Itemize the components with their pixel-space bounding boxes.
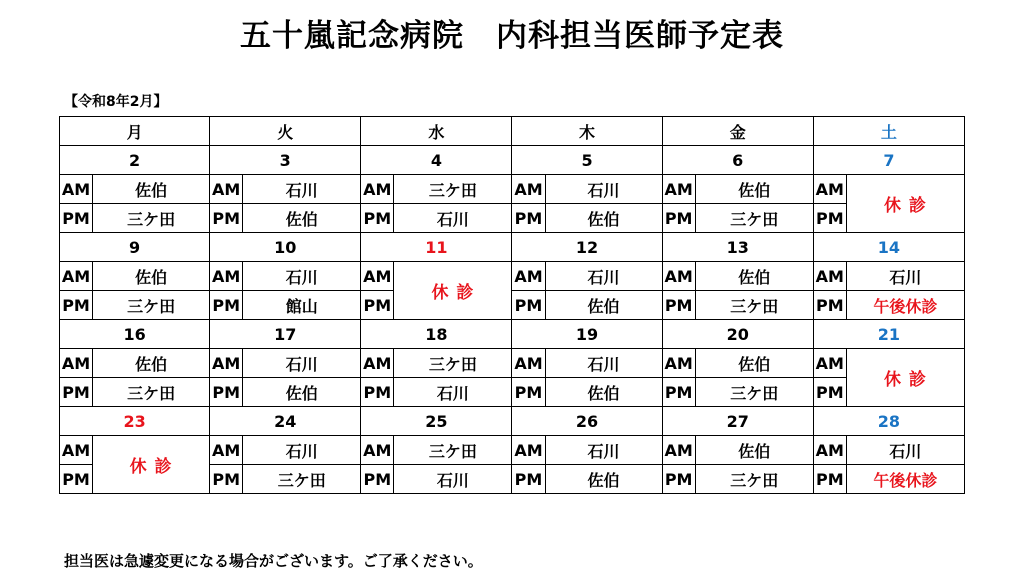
am-label: AM	[512, 262, 545, 291]
am-doctor: 石川	[243, 262, 361, 291]
weekday-thu: 木	[512, 117, 662, 146]
pm-label: PM	[512, 465, 545, 494]
pm-label: PM	[813, 465, 846, 494]
am-doctor: 石川	[545, 175, 662, 204]
pm-label: PM	[210, 204, 243, 233]
am-doctor: 石川	[545, 436, 662, 465]
weekday-sat: 土	[813, 117, 964, 146]
am-doctor: 三ケ田	[394, 175, 512, 204]
am-label: AM	[512, 436, 545, 465]
pm-row	[60, 291, 965, 320]
pm-label: PM	[60, 291, 93, 320]
date-row	[60, 233, 965, 262]
pm-doctor: 三ケ田	[243, 465, 361, 494]
am-label: AM	[361, 436, 394, 465]
am-label: AM	[813, 262, 846, 291]
period-label: 【令和8年2月】	[64, 94, 168, 110]
pm-label: PM	[361, 465, 394, 494]
am-row	[60, 349, 965, 378]
closed-cell: 休 診	[846, 349, 964, 407]
am-label: AM	[210, 349, 243, 378]
pm-label: PM	[210, 291, 243, 320]
date-cell: 21	[813, 320, 964, 349]
am-doctor: 石川	[545, 262, 662, 291]
date-cell: 5	[512, 146, 662, 175]
weekday-wed: 水	[361, 117, 512, 146]
am-doctor: 三ケ田	[394, 436, 512, 465]
pm-row	[60, 378, 965, 407]
pm-doctor: 三ケ田	[695, 465, 813, 494]
date-cell: 13	[662, 233, 813, 262]
date-cell: 17	[210, 320, 361, 349]
closed-cell: 休 診	[846, 175, 964, 233]
schedule-table	[59, 116, 965, 494]
am-doctor: 石川	[243, 436, 361, 465]
pm-closed: 午後休診	[846, 465, 964, 494]
pm-label: PM	[210, 465, 243, 494]
weekday-fri: 金	[662, 117, 813, 146]
pm-label: PM	[813, 378, 846, 407]
am-label: AM	[813, 175, 846, 204]
date-cell: 3	[210, 146, 361, 175]
pm-label: PM	[60, 465, 93, 494]
am-label: AM	[512, 175, 545, 204]
page-title: 五十嵐記念病院 内科担当医師予定表	[240, 18, 784, 54]
pm-label: PM	[60, 204, 93, 233]
am-label: AM	[361, 175, 394, 204]
am-label: AM	[210, 262, 243, 291]
pm-label: PM	[60, 378, 93, 407]
closed-cell: 休 診	[93, 436, 210, 494]
date-cell: 23	[60, 407, 210, 436]
pm-doctor: 佐伯	[545, 378, 662, 407]
pm-label: PM	[512, 378, 545, 407]
pm-doctor: 三ケ田	[93, 204, 210, 233]
pm-label: PM	[813, 204, 846, 233]
pm-doctor: 佐伯	[545, 291, 662, 320]
pm-label: PM	[662, 291, 695, 320]
am-label: AM	[60, 436, 93, 465]
am-label: AM	[662, 175, 695, 204]
date-cell: 11	[361, 233, 512, 262]
am-label: AM	[60, 262, 93, 291]
am-label: AM	[60, 175, 93, 204]
date-row	[60, 146, 965, 175]
date-cell: 28	[813, 407, 964, 436]
pm-doctor: 佐伯	[545, 465, 662, 494]
am-doctor: 佐伯	[93, 175, 210, 204]
date-cell: 25	[361, 407, 512, 436]
pm-label: PM	[662, 378, 695, 407]
pm-doctor: 佐伯	[243, 204, 361, 233]
closed-cell: 休 診	[394, 262, 512, 320]
am-row	[60, 262, 965, 291]
pm-doctor: 三ケ田	[695, 291, 813, 320]
date-cell: 24	[210, 407, 361, 436]
am-label: AM	[361, 262, 394, 291]
date-cell: 2	[60, 146, 210, 175]
am-doctor: 佐伯	[93, 262, 210, 291]
date-cell: 26	[512, 407, 662, 436]
pm-label: PM	[662, 465, 695, 494]
am-doctor: 三ケ田	[394, 349, 512, 378]
am-label: AM	[210, 436, 243, 465]
am-doctor: 佐伯	[695, 349, 813, 378]
am-row	[60, 175, 965, 204]
date-row	[60, 407, 965, 436]
date-row	[60, 320, 965, 349]
pm-doctor: 佐伯	[243, 378, 361, 407]
am-label: AM	[361, 349, 394, 378]
pm-doctor: 三ケ田	[695, 204, 813, 233]
date-cell: 4	[361, 146, 512, 175]
pm-doctor: 三ケ田	[695, 378, 813, 407]
pm-row	[60, 204, 965, 233]
am-doctor: 石川	[846, 436, 964, 465]
date-cell: 6	[662, 146, 813, 175]
pm-doctor: 佐伯	[545, 204, 662, 233]
weekday-tue: 火	[210, 117, 361, 146]
pm-doctor: 三ケ田	[93, 291, 210, 320]
am-doctor: 石川	[846, 262, 964, 291]
am-label: AM	[662, 262, 695, 291]
date-cell: 19	[512, 320, 662, 349]
am-doctor: 佐伯	[695, 262, 813, 291]
am-doctor: 佐伯	[93, 349, 210, 378]
date-cell: 18	[361, 320, 512, 349]
pm-label: PM	[813, 291, 846, 320]
pm-label: PM	[512, 291, 545, 320]
pm-doctor: 石川	[394, 465, 512, 494]
pm-doctor: 館山	[243, 291, 361, 320]
date-cell: 20	[662, 320, 813, 349]
weekday-header-row	[60, 117, 965, 146]
am-label: AM	[813, 436, 846, 465]
am-label: AM	[210, 175, 243, 204]
am-label: AM	[60, 349, 93, 378]
pm-doctor: 石川	[394, 378, 512, 407]
am-label: AM	[662, 349, 695, 378]
am-doctor: 佐伯	[695, 436, 813, 465]
pm-doctor: 三ケ田	[93, 378, 210, 407]
date-cell: 16	[60, 320, 210, 349]
notice-text: 担当医は急遽変更になる場合がございます。ご了承ください。	[64, 552, 483, 570]
pm-label: PM	[361, 291, 394, 320]
am-doctor: 石川	[545, 349, 662, 378]
weekday-mon: 月	[60, 117, 210, 146]
pm-label: PM	[210, 378, 243, 407]
pm-label: PM	[512, 204, 545, 233]
date-cell: 14	[813, 233, 964, 262]
am-label: AM	[662, 436, 695, 465]
date-cell: 9	[60, 233, 210, 262]
date-cell: 7	[813, 146, 964, 175]
pm-closed: 午後休診	[846, 291, 964, 320]
pm-label: PM	[361, 204, 394, 233]
am-label: AM	[813, 349, 846, 378]
date-cell: 10	[210, 233, 361, 262]
date-cell: 12	[512, 233, 662, 262]
am-doctor: 佐伯	[695, 175, 813, 204]
pm-doctor: 石川	[394, 204, 512, 233]
am-doctor: 石川	[243, 349, 361, 378]
date-cell: 27	[662, 407, 813, 436]
am-doctor: 石川	[243, 175, 361, 204]
pm-label: PM	[361, 378, 394, 407]
am-label: AM	[512, 349, 545, 378]
am-row	[60, 436, 965, 465]
pm-label: PM	[662, 204, 695, 233]
